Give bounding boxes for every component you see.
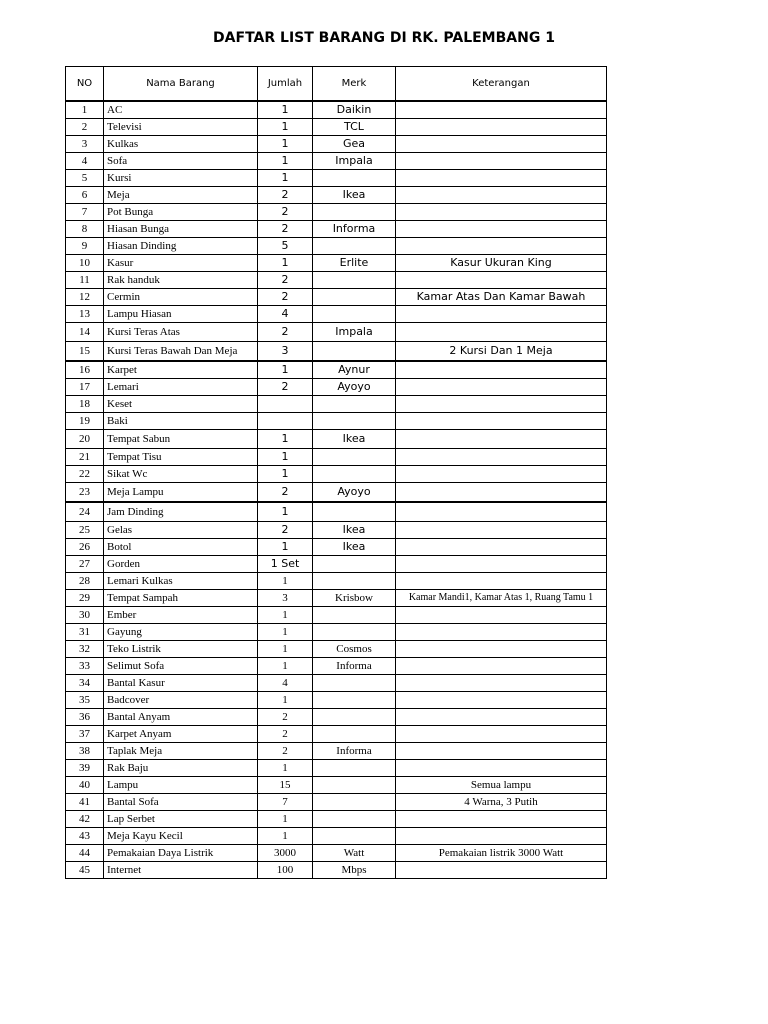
item-note xyxy=(396,641,607,658)
item-note xyxy=(396,811,607,828)
row-number: 19 xyxy=(66,413,104,430)
item-brand: Informa xyxy=(313,658,396,675)
row-number: 30 xyxy=(66,607,104,624)
item-quantity: 3000 xyxy=(258,845,313,862)
item-brand xyxy=(313,828,396,845)
item-brand xyxy=(313,794,396,811)
item-note xyxy=(396,726,607,743)
table-row xyxy=(66,522,607,539)
item-name: Karpet xyxy=(104,361,258,379)
item-quantity: 2 xyxy=(258,187,313,204)
document-title: DAFTAR LIST BARANG DI RK. PALEMBANG 1 xyxy=(213,30,555,46)
item-note xyxy=(396,396,607,413)
row-number: 3 xyxy=(66,136,104,153)
item-brand xyxy=(313,777,396,794)
table-row xyxy=(66,361,607,379)
item-name: Lampu Hiasan xyxy=(104,306,258,323)
row-number: 44 xyxy=(66,845,104,862)
item-brand xyxy=(313,556,396,573)
item-quantity: 1 xyxy=(258,136,313,153)
item-quantity: 2 xyxy=(258,726,313,743)
item-quantity: 4 xyxy=(258,675,313,692)
item-brand xyxy=(313,289,396,306)
table-row xyxy=(66,811,607,828)
item-quantity: 5 xyxy=(258,238,313,255)
item-note xyxy=(396,323,607,342)
item-name: Tempat Sabun xyxy=(104,430,258,449)
item-name: Hiasan Bunga xyxy=(104,221,258,238)
row-number: 41 xyxy=(66,794,104,811)
row-number: 36 xyxy=(66,709,104,726)
item-name: Lampu xyxy=(104,777,258,794)
item-brand xyxy=(313,811,396,828)
item-note xyxy=(396,522,607,539)
item-note xyxy=(396,828,607,845)
table-row xyxy=(66,396,607,413)
header-merk: Merk xyxy=(313,67,396,102)
row-number: 12 xyxy=(66,289,104,306)
row-number: 37 xyxy=(66,726,104,743)
item-note xyxy=(396,466,607,483)
item-brand xyxy=(313,466,396,483)
item-brand xyxy=(313,760,396,777)
item-note xyxy=(396,692,607,709)
row-number: 22 xyxy=(66,466,104,483)
row-number: 32 xyxy=(66,641,104,658)
item-quantity: 2 xyxy=(258,323,313,342)
item-name: Bantal Anyam xyxy=(104,709,258,726)
item-name: Kursi Teras Atas xyxy=(104,323,258,342)
item-name: Kulkas xyxy=(104,136,258,153)
item-name: Keset xyxy=(104,396,258,413)
item-brand: Ayoyo xyxy=(313,483,396,503)
item-name: Gayung xyxy=(104,624,258,641)
item-name: Internet xyxy=(104,862,258,879)
item-brand: Ikea xyxy=(313,430,396,449)
item-quantity: 1 xyxy=(258,449,313,466)
row-number: 2 xyxy=(66,119,104,136)
item-name: Kursi xyxy=(104,170,258,187)
item-name: Ember xyxy=(104,607,258,624)
item-name: Lemari Kulkas xyxy=(104,573,258,590)
item-quantity: 1 xyxy=(258,607,313,624)
item-name: Sofa xyxy=(104,153,258,170)
item-note xyxy=(396,361,607,379)
table-row xyxy=(66,306,607,323)
item-quantity: 1 xyxy=(258,539,313,556)
item-note xyxy=(396,573,607,590)
item-brand xyxy=(313,238,396,255)
table-row xyxy=(66,449,607,466)
row-number: 40 xyxy=(66,777,104,794)
item-note xyxy=(396,136,607,153)
item-name: Jam Dinding xyxy=(104,502,258,522)
item-brand xyxy=(313,272,396,289)
row-number: 9 xyxy=(66,238,104,255)
table-header-row xyxy=(66,67,607,102)
table-row xyxy=(66,255,607,272)
row-number: 33 xyxy=(66,658,104,675)
item-quantity: 2 xyxy=(258,743,313,760)
item-name: Taplak Meja xyxy=(104,743,258,760)
header-nama-barang: Nama Barang xyxy=(104,67,258,102)
item-brand xyxy=(313,204,396,221)
item-note xyxy=(396,221,607,238)
item-name: Botol xyxy=(104,539,258,556)
row-number: 35 xyxy=(66,692,104,709)
item-quantity: 2 xyxy=(258,221,313,238)
header-jumlah: Jumlah xyxy=(258,67,313,102)
item-quantity: 2 xyxy=(258,483,313,503)
item-note xyxy=(396,413,607,430)
table-row xyxy=(66,502,607,522)
row-number: 43 xyxy=(66,828,104,845)
item-quantity: 1 xyxy=(258,811,313,828)
item-brand: Informa xyxy=(313,221,396,238)
table-row xyxy=(66,289,607,306)
item-name: Tempat Tisu xyxy=(104,449,258,466)
item-brand xyxy=(313,573,396,590)
item-name: Badcover xyxy=(104,692,258,709)
item-note xyxy=(396,187,607,204)
table-row xyxy=(66,272,607,289)
table-row xyxy=(66,170,607,187)
item-brand: Informa xyxy=(313,743,396,760)
item-name: Lap Serbet xyxy=(104,811,258,828)
item-brand: Impala xyxy=(313,323,396,342)
item-note xyxy=(396,204,607,221)
table-row xyxy=(66,379,607,396)
item-brand xyxy=(313,624,396,641)
row-number: 23 xyxy=(66,483,104,503)
table-row xyxy=(66,692,607,709)
item-quantity: 2 xyxy=(258,289,313,306)
row-number: 31 xyxy=(66,624,104,641)
item-brand: Erlite xyxy=(313,255,396,272)
table-row xyxy=(66,590,607,607)
table-row xyxy=(66,556,607,573)
item-quantity: 1 xyxy=(258,828,313,845)
item-name: Gelas xyxy=(104,522,258,539)
item-note xyxy=(396,658,607,675)
item-brand: Cosmos xyxy=(313,641,396,658)
item-brand xyxy=(313,675,396,692)
item-brand: Impala xyxy=(313,153,396,170)
table-row xyxy=(66,466,607,483)
item-quantity: 1 xyxy=(258,760,313,777)
item-brand: Ikea xyxy=(313,539,396,556)
item-quantity: 1 xyxy=(258,119,313,136)
item-name: Lemari xyxy=(104,379,258,396)
row-number: 27 xyxy=(66,556,104,573)
item-quantity: 2 xyxy=(258,272,313,289)
table-row xyxy=(66,430,607,449)
table-row xyxy=(66,777,607,794)
item-brand xyxy=(313,342,396,362)
item-name: Meja Kayu Kecil xyxy=(104,828,258,845)
table-row xyxy=(66,573,607,590)
item-brand xyxy=(313,692,396,709)
row-number: 14 xyxy=(66,323,104,342)
table-row xyxy=(66,187,607,204)
item-note xyxy=(396,743,607,760)
row-number: 28 xyxy=(66,573,104,590)
table-row xyxy=(66,641,607,658)
inventory-table xyxy=(65,66,607,879)
row-number: 8 xyxy=(66,221,104,238)
table-row xyxy=(66,539,607,556)
row-number: 4 xyxy=(66,153,104,170)
row-number: 21 xyxy=(66,449,104,466)
item-quantity: 1 xyxy=(258,361,313,379)
row-number: 39 xyxy=(66,760,104,777)
item-quantity: 4 xyxy=(258,306,313,323)
row-number: 11 xyxy=(66,272,104,289)
item-note: Kasur Ukuran King xyxy=(396,255,607,272)
table-row xyxy=(66,153,607,170)
item-brand xyxy=(313,170,396,187)
item-brand: Krisbow xyxy=(313,590,396,607)
table-row xyxy=(66,413,607,430)
item-quantity: 1 xyxy=(258,170,313,187)
row-number: 18 xyxy=(66,396,104,413)
item-name: Pot Bunga xyxy=(104,204,258,221)
item-name: Meja xyxy=(104,187,258,204)
item-note xyxy=(396,539,607,556)
table-row xyxy=(66,624,607,641)
item-note xyxy=(396,272,607,289)
table-row xyxy=(66,238,607,255)
table-row xyxy=(66,342,607,362)
table-row xyxy=(66,743,607,760)
item-note xyxy=(396,430,607,449)
item-note xyxy=(396,862,607,879)
item-quantity: 2 xyxy=(258,204,313,221)
table-row xyxy=(66,675,607,692)
item-quantity: 1 xyxy=(258,692,313,709)
item-note xyxy=(396,502,607,522)
item-name: Baki xyxy=(104,413,258,430)
item-quantity: 1 xyxy=(258,466,313,483)
item-name: Televisi xyxy=(104,119,258,136)
item-quantity: 1 xyxy=(258,255,313,272)
row-number: 16 xyxy=(66,361,104,379)
item-quantity: 1 xyxy=(258,624,313,641)
table-row xyxy=(66,204,607,221)
row-number: 13 xyxy=(66,306,104,323)
row-number: 29 xyxy=(66,590,104,607)
table-row xyxy=(66,483,607,503)
item-brand: Daikin xyxy=(313,101,396,119)
item-note: Kamar Atas Dan Kamar Bawah xyxy=(396,289,607,306)
table-row xyxy=(66,709,607,726)
table-row xyxy=(66,862,607,879)
item-name: Pemakaian Daya Listrik xyxy=(104,845,258,862)
item-note xyxy=(396,624,607,641)
item-note xyxy=(396,607,607,624)
item-quantity: 3 xyxy=(258,590,313,607)
item-brand xyxy=(313,607,396,624)
item-brand: TCL xyxy=(313,119,396,136)
item-brand xyxy=(313,413,396,430)
table-body xyxy=(66,101,607,879)
item-note xyxy=(396,379,607,396)
item-name: Rak Baju xyxy=(104,760,258,777)
item-name: Sikat Wc xyxy=(104,466,258,483)
table-row xyxy=(66,119,607,136)
item-name: Selimut Sofa xyxy=(104,658,258,675)
row-number: 24 xyxy=(66,502,104,522)
item-name: Bantal Sofa xyxy=(104,794,258,811)
item-brand: Aynur xyxy=(313,361,396,379)
item-note xyxy=(396,153,607,170)
item-note xyxy=(396,556,607,573)
header-no: NO xyxy=(66,67,104,102)
item-note xyxy=(396,675,607,692)
row-number: 34 xyxy=(66,675,104,692)
item-brand: Ikea xyxy=(313,187,396,204)
item-quantity xyxy=(258,413,313,430)
header-keterangan: Keterangan xyxy=(396,67,607,102)
item-quantity: 1 xyxy=(258,153,313,170)
row-number: 7 xyxy=(66,204,104,221)
table-row xyxy=(66,828,607,845)
row-number: 25 xyxy=(66,522,104,539)
row-number: 5 xyxy=(66,170,104,187)
row-number: 17 xyxy=(66,379,104,396)
item-brand: Ayoyo xyxy=(313,379,396,396)
item-name: Cermin xyxy=(104,289,258,306)
item-quantity: 1 Set xyxy=(258,556,313,573)
item-quantity: 1 xyxy=(258,573,313,590)
table-row xyxy=(66,794,607,811)
row-number: 1 xyxy=(66,101,104,119)
item-brand xyxy=(313,709,396,726)
item-note xyxy=(396,449,607,466)
table-row xyxy=(66,760,607,777)
item-quantity: 1 xyxy=(258,101,313,119)
item-name: Karpet Anyam xyxy=(104,726,258,743)
item-note xyxy=(396,306,607,323)
item-brand xyxy=(313,306,396,323)
item-name: Bantal Kasur xyxy=(104,675,258,692)
item-brand: Gea xyxy=(313,136,396,153)
item-note: Kamar Mandi1, Kamar Atas 1, Ruang Tamu 1 xyxy=(396,590,607,607)
item-quantity xyxy=(258,396,313,413)
table-row xyxy=(66,726,607,743)
item-name: Hiasan Dinding xyxy=(104,238,258,255)
item-quantity: 1 xyxy=(258,658,313,675)
row-number: 15 xyxy=(66,342,104,362)
item-quantity: 1 xyxy=(258,502,313,522)
item-brand xyxy=(313,502,396,522)
item-quantity: 3 xyxy=(258,342,313,362)
item-name: Kasur xyxy=(104,255,258,272)
item-name: Gorden xyxy=(104,556,258,573)
row-number: 6 xyxy=(66,187,104,204)
row-number: 45 xyxy=(66,862,104,879)
item-note xyxy=(396,483,607,503)
item-note xyxy=(396,170,607,187)
item-note: Semua lampu xyxy=(396,777,607,794)
item-name: Rak handuk xyxy=(104,272,258,289)
item-name: Teko Listrik xyxy=(104,641,258,658)
item-quantity: 2 xyxy=(258,709,313,726)
item-note xyxy=(396,238,607,255)
item-quantity: 7 xyxy=(258,794,313,811)
row-number: 26 xyxy=(66,539,104,556)
table-row xyxy=(66,101,607,119)
item-quantity: 1 xyxy=(258,641,313,658)
item-name: Tempat Sampah xyxy=(104,590,258,607)
item-note: Pemakaian listrik 3000 Watt xyxy=(396,845,607,862)
item-name: Meja Lampu xyxy=(104,483,258,503)
item-note xyxy=(396,709,607,726)
table-row xyxy=(66,658,607,675)
table-row xyxy=(66,607,607,624)
row-number: 38 xyxy=(66,743,104,760)
item-brand: Mbps xyxy=(313,862,396,879)
item-quantity: 2 xyxy=(258,379,313,396)
item-note xyxy=(396,760,607,777)
item-note xyxy=(396,119,607,136)
row-number: 42 xyxy=(66,811,104,828)
row-number: 20 xyxy=(66,430,104,449)
table-row xyxy=(66,221,607,238)
table-row xyxy=(66,845,607,862)
item-quantity: 15 xyxy=(258,777,313,794)
item-brand xyxy=(313,726,396,743)
table-row xyxy=(66,323,607,342)
item-note: 4 Warna, 3 Putih xyxy=(396,794,607,811)
item-quantity: 1 xyxy=(258,430,313,449)
item-name: AC xyxy=(104,101,258,119)
item-brand: Ikea xyxy=(313,522,396,539)
item-quantity: 2 xyxy=(258,522,313,539)
item-quantity: 100 xyxy=(258,862,313,879)
item-brand xyxy=(313,449,396,466)
table-row xyxy=(66,136,607,153)
item-name: Kursi Teras Bawah Dan Meja xyxy=(104,342,258,362)
item-brand xyxy=(313,396,396,413)
item-brand: Watt xyxy=(313,845,396,862)
row-number: 10 xyxy=(66,255,104,272)
item-note: 2 Kursi Dan 1 Meja xyxy=(396,342,607,362)
item-note xyxy=(396,101,607,119)
